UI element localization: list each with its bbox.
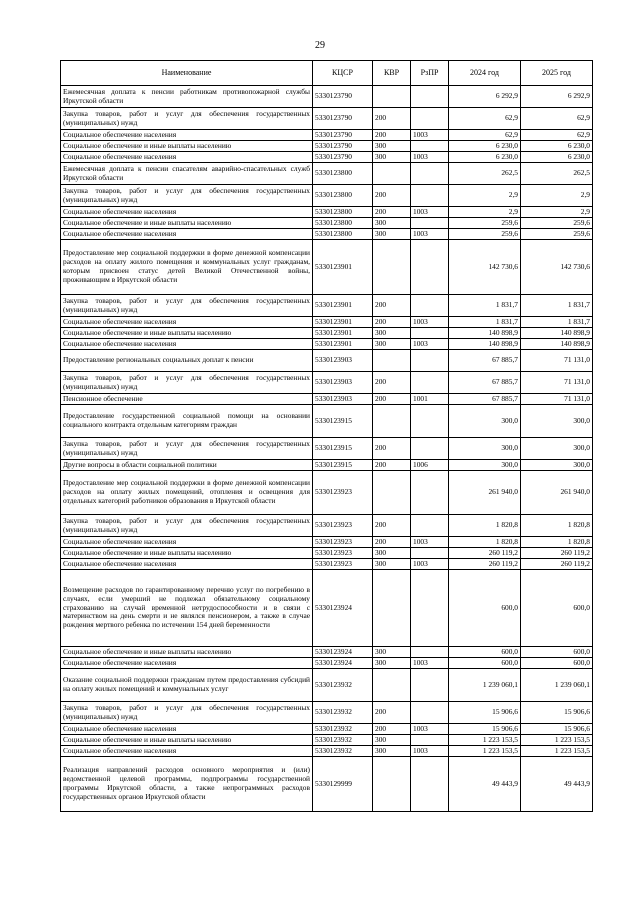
table-row	[61, 647, 593, 658]
row-kcsr: 5330123915	[313, 460, 373, 471]
row-kvr	[373, 471, 411, 515]
header-kcsr: КЦСР	[313, 61, 373, 86]
row-rzpr	[411, 647, 449, 658]
row-kvr: 200	[373, 460, 411, 471]
row-amount-2025: 260 119,2	[521, 559, 593, 570]
row-rzpr: 1003	[411, 317, 449, 328]
row-rzpr	[411, 438, 449, 460]
row-kvr	[373, 757, 411, 812]
table-row	[61, 328, 593, 339]
row-kvr: 200	[373, 207, 411, 218]
row-kcsr: 5330123903	[313, 394, 373, 405]
row-amount-2024: 2,9	[449, 207, 521, 218]
row-kvr: 200	[373, 317, 411, 328]
row-amount-2024: 1 820,8	[449, 537, 521, 548]
row-name: Социальное обеспечение населения	[61, 537, 313, 548]
table-row	[61, 372, 593, 394]
row-amount-2024: 15 906,6	[449, 702, 521, 724]
row-kcsr: 5330123903	[313, 372, 373, 394]
row-amount-2024: 260 119,2	[449, 559, 521, 570]
row-amount-2024: 6 230,0	[449, 152, 521, 163]
row-kcsr: 5330123901	[313, 295, 373, 317]
row-amount-2024: 260 119,2	[449, 548, 521, 559]
row-amount-2024: 1 239 060,1	[449, 669, 521, 702]
table-row	[61, 658, 593, 669]
row-amount-2024: 1 223 153,5	[449, 746, 521, 757]
row-rzpr	[411, 372, 449, 394]
row-rzpr	[411, 735, 449, 746]
row-kvr: 300	[373, 647, 411, 658]
row-rzpr	[411, 515, 449, 537]
table-row	[61, 570, 593, 647]
row-rzpr	[411, 757, 449, 812]
row-rzpr: 1003	[411, 229, 449, 240]
row-amount-2025: 49 443,9	[521, 757, 593, 812]
table-row	[61, 515, 593, 537]
table-row	[61, 548, 593, 559]
row-amount-2025: 259,6	[521, 218, 593, 229]
row-name: Социальное обеспечение и иные выплаты населению	[61, 328, 313, 339]
table-row	[61, 185, 593, 207]
row-rzpr	[411, 471, 449, 515]
row-amount-2025: 62,9	[521, 130, 593, 141]
table-row	[61, 394, 593, 405]
header-2024: 2024 год	[449, 61, 521, 86]
row-kvr	[373, 350, 411, 372]
table-row	[61, 537, 593, 548]
row-kcsr: 5330123923	[313, 515, 373, 537]
row-kvr: 200	[373, 537, 411, 548]
table-row	[61, 240, 593, 295]
row-kcsr: 5330123800	[313, 218, 373, 229]
row-rzpr: 1003	[411, 537, 449, 548]
row-kcsr: 5330123923	[313, 548, 373, 559]
row-kcsr: 5330123932	[313, 724, 373, 735]
row-kvr: 200	[373, 108, 411, 130]
table-body	[61, 86, 593, 812]
row-kcsr: 5330123790	[313, 86, 373, 108]
row-kcsr: 5330123901	[313, 328, 373, 339]
row-kvr: 200	[373, 438, 411, 460]
row-amount-2025: 71 131,0	[521, 394, 593, 405]
row-name: Ежемесячная доплата к пенсии работникам противопожарной службы Иркутской области	[61, 86, 313, 108]
row-amount-2024: 67 885,7	[449, 372, 521, 394]
row-amount-2025: 1 820,8	[521, 537, 593, 548]
row-name: Социальное обеспечение и иные выплаты населению	[61, 548, 313, 559]
row-name: Предоставление мер социальной поддержки в форме денежной компенсации расходов на оплату жилого помещения и коммунальных услуг гражданам, которым присвоен статус детей Великой Отечественной войны, проживающим в Иркутской области	[61, 240, 313, 295]
row-kvr	[373, 669, 411, 702]
table-row	[61, 86, 593, 108]
row-amount-2024: 261 940,0	[449, 471, 521, 515]
budget-table	[60, 60, 593, 812]
table-row	[61, 152, 593, 163]
table-row	[61, 218, 593, 229]
row-amount-2025: 71 131,0	[521, 350, 593, 372]
row-kcsr: 5330123915	[313, 438, 373, 460]
row-kcsr: 5330123901	[313, 339, 373, 350]
row-kvr: 200	[373, 130, 411, 141]
table-row	[61, 163, 593, 185]
row-rzpr: 1003	[411, 207, 449, 218]
table-row	[61, 339, 593, 350]
row-kcsr: 5330123923	[313, 537, 373, 548]
row-amount-2025: 6 230,0	[521, 152, 593, 163]
row-kvr: 200	[373, 394, 411, 405]
row-kcsr: 5330123932	[313, 746, 373, 757]
row-amount-2024: 140 898,9	[449, 328, 521, 339]
row-name: Оказание социальной поддержки гражданам путем предоставления субсидий на оплату жилых помещений и коммунальных услуг	[61, 669, 313, 702]
table-row	[61, 724, 593, 735]
table-row	[61, 229, 593, 240]
row-amount-2024: 15 906,6	[449, 724, 521, 735]
table-row	[61, 669, 593, 702]
row-amount-2025: 1 831,7	[521, 295, 593, 317]
row-amount-2024: 142 730,6	[449, 240, 521, 295]
row-rzpr	[411, 163, 449, 185]
row-name: Социальное обеспечение и иные выплаты населению	[61, 141, 313, 152]
row-amount-2025: 261 940,0	[521, 471, 593, 515]
row-kvr: 300	[373, 548, 411, 559]
row-name: Социальное обеспечение и иные выплаты населению	[61, 647, 313, 658]
row-kcsr: 5330123901	[313, 240, 373, 295]
page-number: 29	[315, 40, 325, 51]
row-name: Закупка товаров, работ и услуг для обеспечения государственных (муниципальных) нужд	[61, 108, 313, 130]
row-kvr: 200	[373, 515, 411, 537]
row-amount-2024: 1 831,7	[449, 295, 521, 317]
row-name: Социальное обеспечение населения	[61, 559, 313, 570]
row-name: Социальное обеспечение населения	[61, 207, 313, 218]
table-row	[61, 207, 593, 218]
table-header-row	[61, 61, 593, 86]
row-rzpr	[411, 350, 449, 372]
row-name: Предоставление региональных социальных доплат к пенсии	[61, 350, 313, 372]
row-amount-2024: 300,0	[449, 460, 521, 471]
row-amount-2025: 1 223 153,5	[521, 746, 593, 757]
row-name: Закупка товаров, работ и услуг для обеспечения государственных (муниципальных) нужд	[61, 185, 313, 207]
row-name: Пенсионное обеспечение	[61, 394, 313, 405]
row-amount-2025: 15 906,6	[521, 724, 593, 735]
row-kcsr: 5330123790	[313, 130, 373, 141]
row-name: Социальное обеспечение населения	[61, 658, 313, 669]
row-rzpr	[411, 548, 449, 559]
row-kvr: 300	[373, 328, 411, 339]
row-rzpr: 1003	[411, 746, 449, 757]
row-name: Закупка товаров, работ и услуг для обеспечения государственных (муниципальных) нужд	[61, 702, 313, 724]
row-name: Закупка товаров, работ и услуг для обеспечения государственных (муниципальных) нужд	[61, 295, 313, 317]
row-amount-2024: 300,0	[449, 405, 521, 438]
row-kcsr: 5330123790	[313, 108, 373, 130]
row-kvr: 300	[373, 218, 411, 229]
row-rzpr	[411, 218, 449, 229]
row-rzpr: 1003	[411, 559, 449, 570]
row-amount-2025: 1 831,7	[521, 317, 593, 328]
header-2025: 2025 год	[521, 61, 593, 86]
row-amount-2025: 260 119,2	[521, 548, 593, 559]
row-amount-2024: 259,6	[449, 218, 521, 229]
table-row	[61, 130, 593, 141]
row-amount-2025: 1 239 060,1	[521, 669, 593, 702]
header-rzpr: РзПР	[411, 61, 449, 86]
row-kcsr: 5330123800	[313, 229, 373, 240]
table-row	[61, 295, 593, 317]
row-rzpr	[411, 295, 449, 317]
row-name: Социальное обеспечение населения	[61, 317, 313, 328]
row-amount-2024: 300,0	[449, 438, 521, 460]
row-amount-2024: 140 898,9	[449, 339, 521, 350]
row-amount-2024: 1 223 153,5	[449, 735, 521, 746]
table-row	[61, 757, 593, 812]
table-row	[61, 405, 593, 438]
row-rzpr: 1003	[411, 724, 449, 735]
row-amount-2024: 259,6	[449, 229, 521, 240]
row-rzpr	[411, 328, 449, 339]
row-kvr	[373, 405, 411, 438]
row-rzpr	[411, 86, 449, 108]
row-name: Предоставление государственной социальной помощи на основании социального контракта отдельным категориям граждан	[61, 405, 313, 438]
row-rzpr	[411, 185, 449, 207]
row-kcsr: 5330123915	[313, 405, 373, 438]
row-amount-2025: 300,0	[521, 438, 593, 460]
row-amount-2025: 15 906,6	[521, 702, 593, 724]
row-amount-2025: 140 898,9	[521, 339, 593, 350]
row-name: Социальное обеспечение населения	[61, 130, 313, 141]
row-kvr	[373, 86, 411, 108]
row-amount-2024: 600,0	[449, 647, 521, 658]
row-kvr: 200	[373, 724, 411, 735]
row-amount-2025: 6 292,9	[521, 86, 593, 108]
row-kvr: 200	[373, 702, 411, 724]
table-row	[61, 702, 593, 724]
row-amount-2025: 259,6	[521, 229, 593, 240]
row-name: Социальное обеспечение населения	[61, 229, 313, 240]
row-name: Предоставление мер социальной поддержки в форме денежной компенсации расходов на оплату жилых помещений, отопления и освещения для отдельных категорий работников образования в Иркутской области	[61, 471, 313, 515]
row-name: Социальное обеспечение и иные выплаты населению	[61, 218, 313, 229]
row-amount-2024: 600,0	[449, 658, 521, 669]
row-amount-2024: 2,9	[449, 185, 521, 207]
row-amount-2024: 600,0	[449, 570, 521, 647]
row-amount-2025: 262,5	[521, 163, 593, 185]
table-row	[61, 460, 593, 471]
row-name: Социальное обеспечение населения	[61, 724, 313, 735]
row-kcsr: 5330123800	[313, 163, 373, 185]
row-name: Социальное обеспечение и иные выплаты населению	[61, 735, 313, 746]
row-amount-2024: 1 831,7	[449, 317, 521, 328]
row-rzpr	[411, 702, 449, 724]
header-name: Наименование	[61, 61, 313, 86]
row-amount-2025: 600,0	[521, 570, 593, 647]
row-kvr	[373, 570, 411, 647]
row-rzpr	[411, 141, 449, 152]
row-amount-2024: 49 443,9	[449, 757, 521, 812]
row-amount-2025: 600,0	[521, 647, 593, 658]
row-amount-2024: 62,9	[449, 108, 521, 130]
table-row	[61, 317, 593, 328]
row-amount-2024: 6 292,9	[449, 86, 521, 108]
row-kcsr: 5330123790	[313, 152, 373, 163]
row-name: Социальное обеспечение населения	[61, 339, 313, 350]
row-amount-2025: 62,9	[521, 108, 593, 130]
row-kcsr: 5330123800	[313, 185, 373, 207]
table-row	[61, 559, 593, 570]
row-kcsr: 5330123800	[313, 207, 373, 218]
header-kvr: КВР	[373, 61, 411, 86]
row-amount-2025: 600,0	[521, 658, 593, 669]
row-kvr	[373, 163, 411, 185]
row-kcsr: 5330123923	[313, 471, 373, 515]
row-name: Закупка товаров, работ и услуг для обеспечения государственных (муниципальных) нужд	[61, 372, 313, 394]
row-kcsr: 5330129999	[313, 757, 373, 812]
row-kcsr: 5330123923	[313, 559, 373, 570]
row-kvr: 300	[373, 746, 411, 757]
row-kvr: 300	[373, 658, 411, 669]
row-amount-2025: 1 820,8	[521, 515, 593, 537]
row-rzpr	[411, 108, 449, 130]
row-kvr: 300	[373, 229, 411, 240]
row-rzpr: 1003	[411, 130, 449, 141]
row-name: Реализация направлений расходов основного мероприятия и (или) ведомственной целевой программы, подпрограммы государственной программы Иркутской области, а также непрограммных расходов государственных органов Иркутской области	[61, 757, 313, 812]
row-kvr: 200	[373, 295, 411, 317]
table-row	[61, 746, 593, 757]
table-row	[61, 438, 593, 460]
row-rzpr: 1003	[411, 339, 449, 350]
row-kvr: 200	[373, 185, 411, 207]
row-kcsr: 5330123932	[313, 735, 373, 746]
row-kvr: 300	[373, 735, 411, 746]
row-kvr: 300	[373, 339, 411, 350]
row-amount-2025: 2,9	[521, 185, 593, 207]
row-name: Закупка товаров, работ и услуг для обеспечения государственных (муниципальных) нужд	[61, 438, 313, 460]
row-amount-2025: 6 230,0	[521, 141, 593, 152]
row-kvr	[373, 240, 411, 295]
row-amount-2024: 67 885,7	[449, 394, 521, 405]
row-kcsr: 5330123790	[313, 141, 373, 152]
table-row	[61, 350, 593, 372]
row-kcsr: 5330123932	[313, 669, 373, 702]
table-row	[61, 141, 593, 152]
row-amount-2025: 300,0	[521, 405, 593, 438]
row-amount-2025: 1 223 153,5	[521, 735, 593, 746]
row-kvr: 300	[373, 141, 411, 152]
row-amount-2024: 62,9	[449, 130, 521, 141]
row-amount-2025: 300,0	[521, 460, 593, 471]
row-amount-2025: 71 131,0	[521, 372, 593, 394]
row-kcsr: 5330123924	[313, 658, 373, 669]
row-kcsr: 5330123924	[313, 647, 373, 658]
row-kcsr: 5330123903	[313, 350, 373, 372]
row-name: Закупка товаров, работ и услуг для обеспечения государственных (муниципальных) нужд	[61, 515, 313, 537]
row-name: Возмещение расходов по гарантированному перечню услуг по погребению в случаях, если умерший не подлежал обязательному социальному страхованию на случай временной нетрудоспособности и в связи с материнством на день смерти и не являлся пенсионером, а также в случае рождения мертвого ребенка по истечении 154 дней беременности	[61, 570, 313, 647]
row-rzpr	[411, 405, 449, 438]
row-rzpr: 1003	[411, 658, 449, 669]
row-name: Социальное обеспечение населения	[61, 746, 313, 757]
row-rzpr	[411, 669, 449, 702]
row-name: Ежемесячная доплата к пенсии спасателям аварийно-спасательных служб Иркутской области	[61, 163, 313, 185]
row-name: Социальное обеспечение населения	[61, 152, 313, 163]
row-amount-2025: 142 730,6	[521, 240, 593, 295]
row-rzpr	[411, 240, 449, 295]
row-amount-2024: 67 885,7	[449, 350, 521, 372]
row-amount-2024: 1 820,8	[449, 515, 521, 537]
row-amount-2025: 2,9	[521, 207, 593, 218]
row-name: Другие вопросы в области социальной политики	[61, 460, 313, 471]
table-row	[61, 735, 593, 746]
row-kvr: 300	[373, 559, 411, 570]
row-kcsr: 5330123901	[313, 317, 373, 328]
row-rzpr: 1003	[411, 152, 449, 163]
row-rzpr	[411, 570, 449, 647]
row-kvr: 200	[373, 372, 411, 394]
table-row	[61, 471, 593, 515]
row-kvr: 300	[373, 152, 411, 163]
row-rzpr: 1001	[411, 394, 449, 405]
row-rzpr: 1006	[411, 460, 449, 471]
table-row	[61, 108, 593, 130]
row-amount-2024: 262,5	[449, 163, 521, 185]
row-amount-2025: 140 898,9	[521, 328, 593, 339]
row-kcsr: 5330123924	[313, 570, 373, 647]
row-amount-2024: 6 230,0	[449, 141, 521, 152]
row-kcsr: 5330123932	[313, 702, 373, 724]
